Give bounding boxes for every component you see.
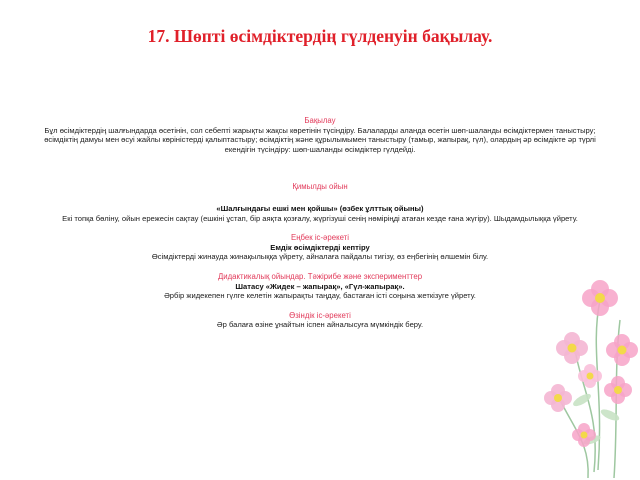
section-subheading-game: «Шалғындағы ешкі мен қойшы» (өзбек ұлттық ойыны) [216,203,424,213]
section-text-didactic: Әрбір жидекепен гүлге келетін жапырақты таңдау, бастаған істі соңына жеткізуге үйрету. [164,291,476,301]
section-text-observation: Бұл өсімдіктердің шалғындарда өсетінін, сол себепті жарықты жақсы көретінін түсіндіру. Балаларды аланда өсетін шөп-шаланды өсімдіктермен таныстыру; өсімдіктің дамуы мен өсуі жайлы көріністерді қалыптастыру; өсімдіктің және құрылымымен таныстыру (тамыр, жапырақ, гүл), олардың әр өсімдікте әр түрлі екендігін түсіндіру: шөп-шаланды өсімдіктер гүлдейді. [44,125,596,154]
section-heading-independent: Өзіндік іс-әрекеті [289,310,351,320]
section-subheading-didactic: Шатасу «Жидек – жапырақ», «Гүл-жапырақ». [235,281,405,291]
flower-icon [544,280,638,447]
flower-cluster-icon [530,240,640,480]
section-heading-game: Қимылды ойын [292,182,348,192]
section-text-work: Өсімдіктерді жинауда жинақылыққа үйрету, айналаға пайдалы тигізу, өз еңбегінің өлшемін білу. [151,252,489,262]
section-text-game: Екі топқа бөліну, ойын ережесін сақтау (ешкіні ұстап, бір аяқта қозғалу, жүргізуші сенің нөміріңді атаған кезде ғана жүгіру). Шыдамдылыққа үйрету. [62,213,578,223]
section-subheading-work: Емдік өсімдіктерді кептіру [270,242,370,252]
section-heading-work: Еңбек іс-әрекеті [291,233,349,243]
section-heading-didactic: Дидактикалық ойындар. Тәжірибе және эксперименттер [217,271,423,281]
section-text-independent: Әр балаға өзіне ұнайтын іспен айналысуға мүмкіндік беру. [216,320,424,330]
section-heading-observation: Бақылау [304,116,336,125]
content-body [40,116,600,330]
page-title: 17. Шөпті өсімдіктердің гүлденуін бақылау. [147,26,493,46]
